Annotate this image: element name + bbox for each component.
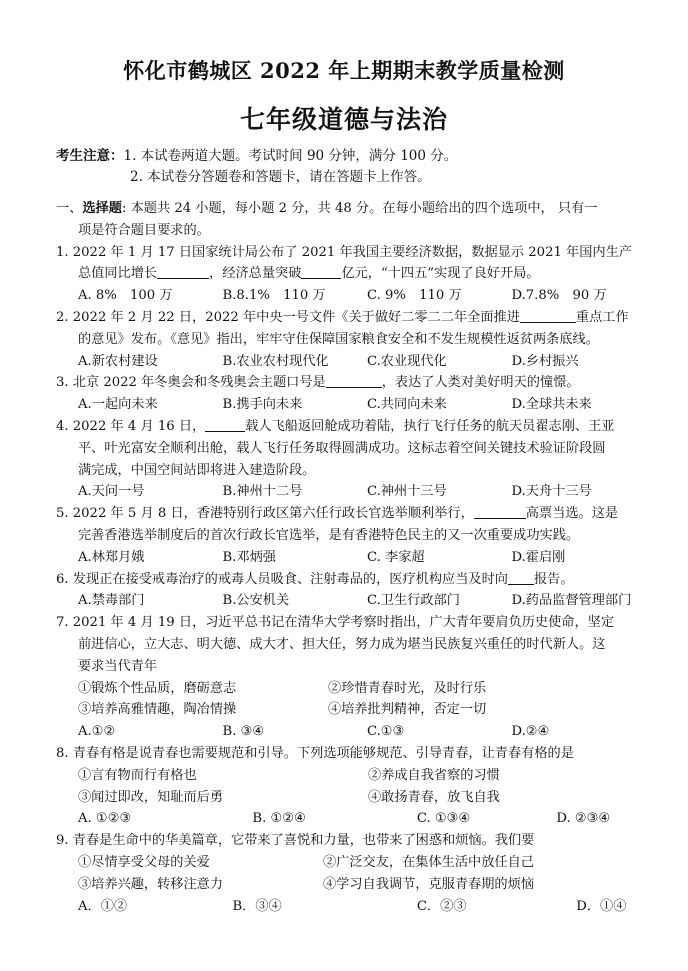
answer-blank (520, 308, 576, 323)
option-b: B.邓炳强 (222, 549, 276, 565)
option-c: C.农业现代化 (367, 353, 447, 369)
q4-stem-cont-2: 满完成，中国空间站即将进入建造阶段。 (78, 462, 316, 478)
answer-blank (301, 264, 341, 279)
q3-options (56, 394, 656, 416)
q8-statements-1 (56, 765, 656, 787)
section-heading (56, 198, 656, 220)
option-b: B. ③④ (222, 724, 265, 740)
q1-stem-cont (56, 263, 656, 285)
option-a: A. ①②③ (78, 811, 132, 827)
option-b: B.农业农村现代化 (222, 353, 329, 369)
statement-2: ②广泛交友，在集体生活中放任自己 (323, 854, 534, 870)
statement-2: ②珍惜青春时光，及时行乐 (328, 680, 487, 696)
notice-line-2: 2. 本试卷分答题卷和答题卡，请在答题卡上作答。 (130, 169, 431, 185)
q4-stem-cont: 平、叶光富安全顺利出舱，载人飞行任务取得圆满成功。这标志着空间关键技术验证阶段圆 (78, 440, 606, 456)
statement-4: ④培养批判精神，否定一切 (328, 702, 487, 718)
option-c: C．②③ (416, 898, 467, 914)
option-a: A.新农村建设 (78, 353, 158, 369)
option-c: C. 李家超 (367, 549, 425, 565)
section-name: 选择题 (82, 201, 122, 216)
section-prefix: 一、 (56, 201, 83, 216)
option-b: B.公安机关 (222, 593, 290, 609)
notice-label: 考生注意： (56, 148, 124, 164)
section-intro: : 本题共 24 小题，每小题 2 分，共 48 分。在每小题给出的四个选项中， 只有一 (121, 201, 598, 216)
option-a: A.禁毒部门 (78, 593, 145, 609)
question-body (56, 198, 656, 917)
q5-stem (56, 503, 656, 525)
option-d: D.7.8% 90 万 (511, 288, 607, 304)
option-a: A．①② (78, 898, 128, 914)
q6-text-a: 6. 发现正在接受戒毒治疗的戒毒人员吸食、注射毒品的，医疗机构应当及时向 (56, 571, 508, 587)
q1-stem: 1. 2022 年 1 月 17 日国家统计局公布了 2021 年我国主要经济数据，数据显示 2021 年国内生产 (56, 244, 632, 260)
statement-4: ④学习自我调节，克服青春期的烦恼 (323, 876, 534, 892)
q6-stem (56, 569, 656, 591)
option-c: C.共同向未来 (367, 397, 447, 413)
option-d: D.乡村振兴 (511, 353, 579, 369)
option-a: A.林郑月娥 (78, 549, 145, 565)
q1-text-b: ，经济总量突破 (209, 266, 302, 282)
q7-stem-cont-2: 要求当代青年 (78, 658, 158, 674)
option-a: A.一起向未来 (78, 397, 158, 413)
q7-stem-cont: 前进信心，立大志、明大德、成大才、担大任，努力成为堪当民族复兴重任的时代新人。这 (78, 636, 606, 652)
option-b: B.神州十二号 (222, 484, 303, 500)
option-a: A.天问一号 (78, 484, 145, 500)
option-c: C. 9% 110 万 (367, 288, 462, 304)
q9-options (56, 896, 656, 918)
statement-3: ③培养高雅情趣，陶冶情操 (78, 702, 237, 718)
option-c: C.神州十三号 (367, 484, 447, 500)
answer-blank (508, 570, 534, 585)
q1-text-a: 总值同比增长 (78, 266, 158, 282)
option-a: A. 8% 100 万 (78, 288, 173, 304)
q7-stem: 7. 2021 年 4 月 19 日，习近平总书记在清华大学考察时指出，广大青年要肩负历史使命，坚定 (56, 615, 615, 631)
exam-title: 怀化市鹤城区 2022 年上期期末教学质量检测 (123, 58, 565, 83)
q9-stem: 9. 青春是生命中的华美篇章，它带来了喜悦和力量，也带来了困惑和烦恼。我们要 (56, 833, 535, 849)
option-d: D. ②③④ (556, 811, 611, 827)
statement-1: ①尽情享受父母的关爱 (78, 854, 210, 870)
option-d: D.全球共未来 (511, 397, 592, 413)
q7-statements-1 (56, 678, 656, 700)
answer-blank (205, 417, 245, 432)
q7-statements-2 (56, 699, 656, 721)
q8-stem: 8. 青春有格是说青春也需要规范和引导。下列选项能够规范、引导青春，让青春有格的是 (56, 745, 574, 761)
q5-text-a: 5. 2022 年 5 月 8 日，香港特别行政区第六任行政长官选举顺利举行， (56, 506, 474, 522)
q8-statements-2 (56, 787, 656, 809)
q3-text-a: 3. 北京 2022 年冬奥会和冬残奥会主题口号是 (56, 375, 326, 391)
q7-options (56, 721, 656, 743)
option-a: A.①② (78, 724, 116, 740)
q2-text-a: 2. 2022 年 2 月 22 日，2022 年中央一号文件《关于做好二零二二年全面推进 (56, 309, 520, 325)
answer-blank (474, 504, 526, 519)
option-d: D.天舟十三号 (511, 484, 592, 500)
q6-text-b: 报告。 (533, 571, 574, 587)
option-b: B．③④ (232, 898, 282, 914)
option-c: C.①③ (367, 724, 405, 740)
answer-blank (157, 264, 209, 279)
statement-1: ①言有物而行有格也 (78, 767, 197, 783)
q3-text-b: ，表达了人类对美好明天的憧憬。 (381, 375, 580, 391)
option-d: D.②④ (511, 724, 550, 740)
statement-4: ④敢扬青春，放飞自我 (368, 789, 500, 805)
q2-stem (56, 307, 656, 329)
option-b: B. ①②④ (252, 811, 306, 827)
option-d: D．①④ (576, 898, 627, 914)
q4-stem (56, 416, 656, 438)
q6-options (56, 590, 656, 612)
q9-statements-2 (56, 874, 656, 896)
q4-text-b: 载人飞船返回舱成功着陆，执行飞行任务的航天员翟志刚、王亚 (245, 418, 615, 434)
option-b: B.8.1% 110 万 (222, 288, 326, 304)
subject-title: 七年级道德与法治 (239, 105, 448, 134)
q2-stem-cont: 的意见》发布。《意见》指出，牢牢守住保障国家粮食安全和不发生规模性返贫两条底线。 (78, 331, 599, 347)
q5-stem-cont: 完善香港选举制度后的首次行政长官选举，是有香港特色民主的又一次重要成功实践。 (78, 527, 580, 543)
notice-line-1: 1. 本试卷两道大题。考试时间 90 分钟，满分 100 分。 (123, 148, 458, 164)
q5-text-b: 高票当选。这是 (525, 506, 619, 522)
statement-2: ②养成自我省察的习惯 (368, 767, 500, 783)
answer-blank (326, 373, 382, 388)
q4-text-a: 4. 2022 年 4 月 16 日， (56, 418, 206, 434)
option-c: C.卫生行政部门 (367, 593, 460, 609)
q4-options (56, 481, 656, 503)
option-c: C. ①③④ (416, 811, 471, 827)
q1-text-c: 亿元，“十四五”实现了良好开局。 (341, 266, 540, 282)
option-d: D.药品监督管理部门 (511, 593, 632, 609)
candidate-notice (56, 146, 457, 188)
q5-options (56, 547, 656, 569)
q9-statements-1 (56, 852, 656, 874)
q3-stem (56, 372, 656, 394)
q2-options (56, 351, 656, 373)
q1-options (56, 285, 656, 307)
option-b: B.携手向未来 (222, 397, 303, 413)
section-intro-cont: 项是符合题目要求的。 (78, 222, 210, 238)
statement-3: ③培养兴趣，转移注意力 (78, 876, 224, 892)
statement-3: ③闻过即改，知耻而后勇 (78, 789, 224, 805)
q2-text-b: 重点工作 (575, 309, 629, 325)
q8-options (56, 808, 656, 830)
statement-1: ①锻炼个性品质，磨砺意志 (78, 680, 237, 696)
option-d: D.霍启刚 (511, 549, 566, 565)
